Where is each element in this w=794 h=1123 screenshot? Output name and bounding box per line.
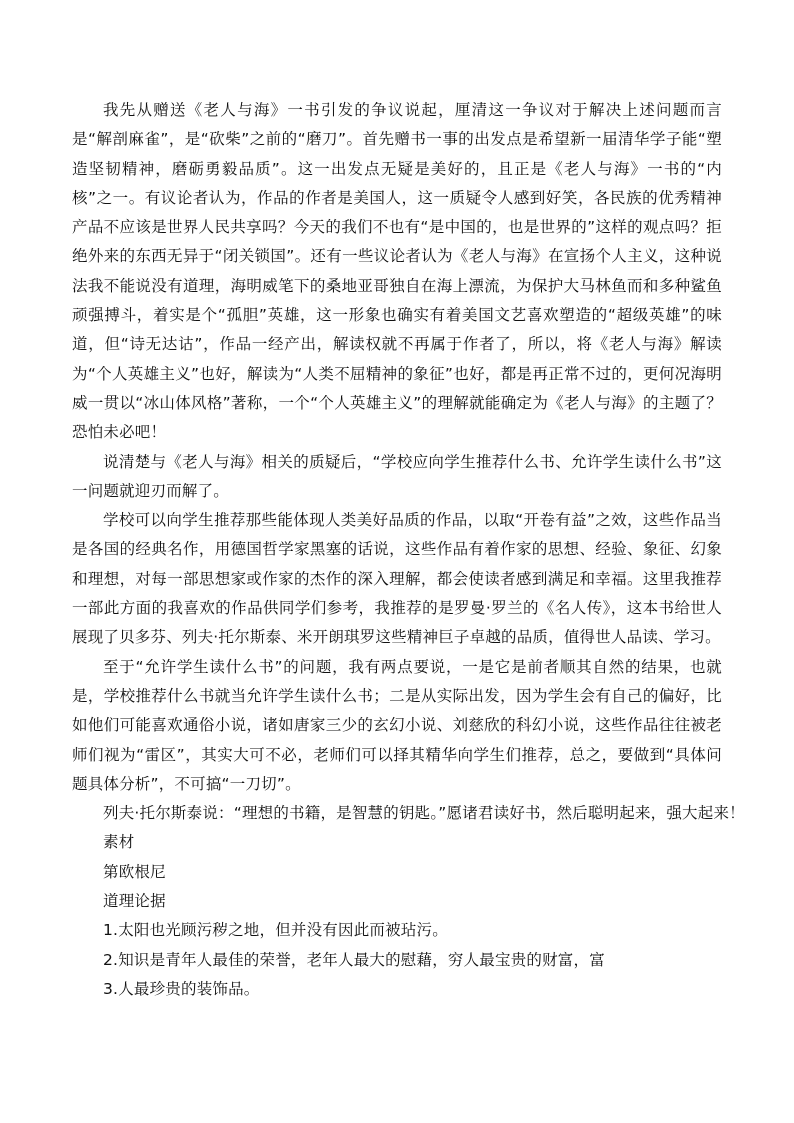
evidence-item-2: 2.知识是青年人最佳的荣誉，老年人最大的慰藉，穷人最宝贵的财富，富 [103, 950, 605, 969]
diogenes-heading: 第欧根尼 [103, 862, 166, 881]
paragraph-question-solved: 说清楚与《老人与海》相关的质疑后，“学校应向学生推荐什么书、允许学生读什么书”这一问题就迎刃而解了。 [72, 452, 722, 500]
paragraph-allowed-books: 至于“允许学生读什么书”的问题，我有两点要说，一是它是前者顺其自然的结果，也就是，学校推荐什么书就当允许学生读什么书；二是从实际出发，因为学生会有自己的偏好，比如他们可能喜欢通俗小说，诸如唐家三少的玄幻小说、刘慈欣的科幻小说，这些作品往往被老师们视为“雷区”，其实大可不必，老师们可以择其精华向学生们推荐，总之，要做到“具体问题具体分析”，不可搞“一刀切”。 [72, 657, 722, 793]
evidence-item-1: 1.太阳也光顾污秽之地，但并没有因此而被玷污。 [103, 921, 448, 940]
document-body [72, 96, 745, 1004]
paragraph-recommend-books: 学校可以向学生推荐那些能体现人类美好品质的作品，以取“开卷有益”之效，这些作品当是各国的经典名作，用德国哲学家黑塞的话说，这些作品有着作家的思想、经验、象征、幻象和理想，对每一部思想家或作家的杰作的深入理解，都会使读者感到满足和幸福。这里我推荐一部此方面的我喜欢的作品供同学们参考，我推荐的是罗曼·罗兰的《名人传》，这本书给世人展现了贝多芬、列夫·托尔斯泰、米开朗琪罗这些精神巨子卓越的品质，值得世人品读、学习。 [72, 511, 722, 647]
reasoning-evidence-heading: 道理论据 [103, 892, 166, 911]
material-heading: 素材 [103, 833, 135, 852]
paragraph-heiningwei-debate: 我先从赠送《老人与海》一书引发的争议说起，厘清这一争议对于解决上述问题而言是“解剖麻雀”，是“砍柴”之前的“磨刀”。首先赠书一事的出发点是希望新一届清华学子能“塑造坚韧精神，磨砺勇毅品质”。这一出发点无疑是美好的，且正是《老人与海》一书的“内核”之一。有议论者认为，作品的作者是美国人，这一质疑令人感到好笑，各民族的优秀精神产品不应该是世界人民共享吗？今天的我们不也有“是中国的，也是世界的”这样的观点吗？拒绝外来的东西无异于“闭关锁国”。还有一些议论者认为《老人与海》在宣扬个人主义，这种说法我不能说没有道理，海明威笔下的桑地亚哥独自在海上漂流，为保护大马林鱼而和多种鲨鱼顽强搏斗，着实是个“孤胆”英雄，这一形象也确实有着美国文艺喜欢塑造的“超级英雄”的味道，但“诗无达诂”，作品一经产出，解读权就不再属于作者了，所以，将《老人与海》解读为“个人英雄主义”也好，解读为“人类不屈精神的象征”也好，都是再正常不过的，更何况海明威一贯以“冰山体风格”著称，一个“个人英雄主义”的理解就能确定为《老人与海》的主题了？恐怕未必吧！ [72, 101, 722, 442]
tolstoy-quote-line: 列夫·托尔斯泰说：“理想的书籍，是智慧的钥匙。”愿诸君读好书，然后聪明起来，强大起来！ [103, 804, 745, 823]
evidence-item-3: 3.人最珍贵的装饰品。 [103, 979, 260, 998]
